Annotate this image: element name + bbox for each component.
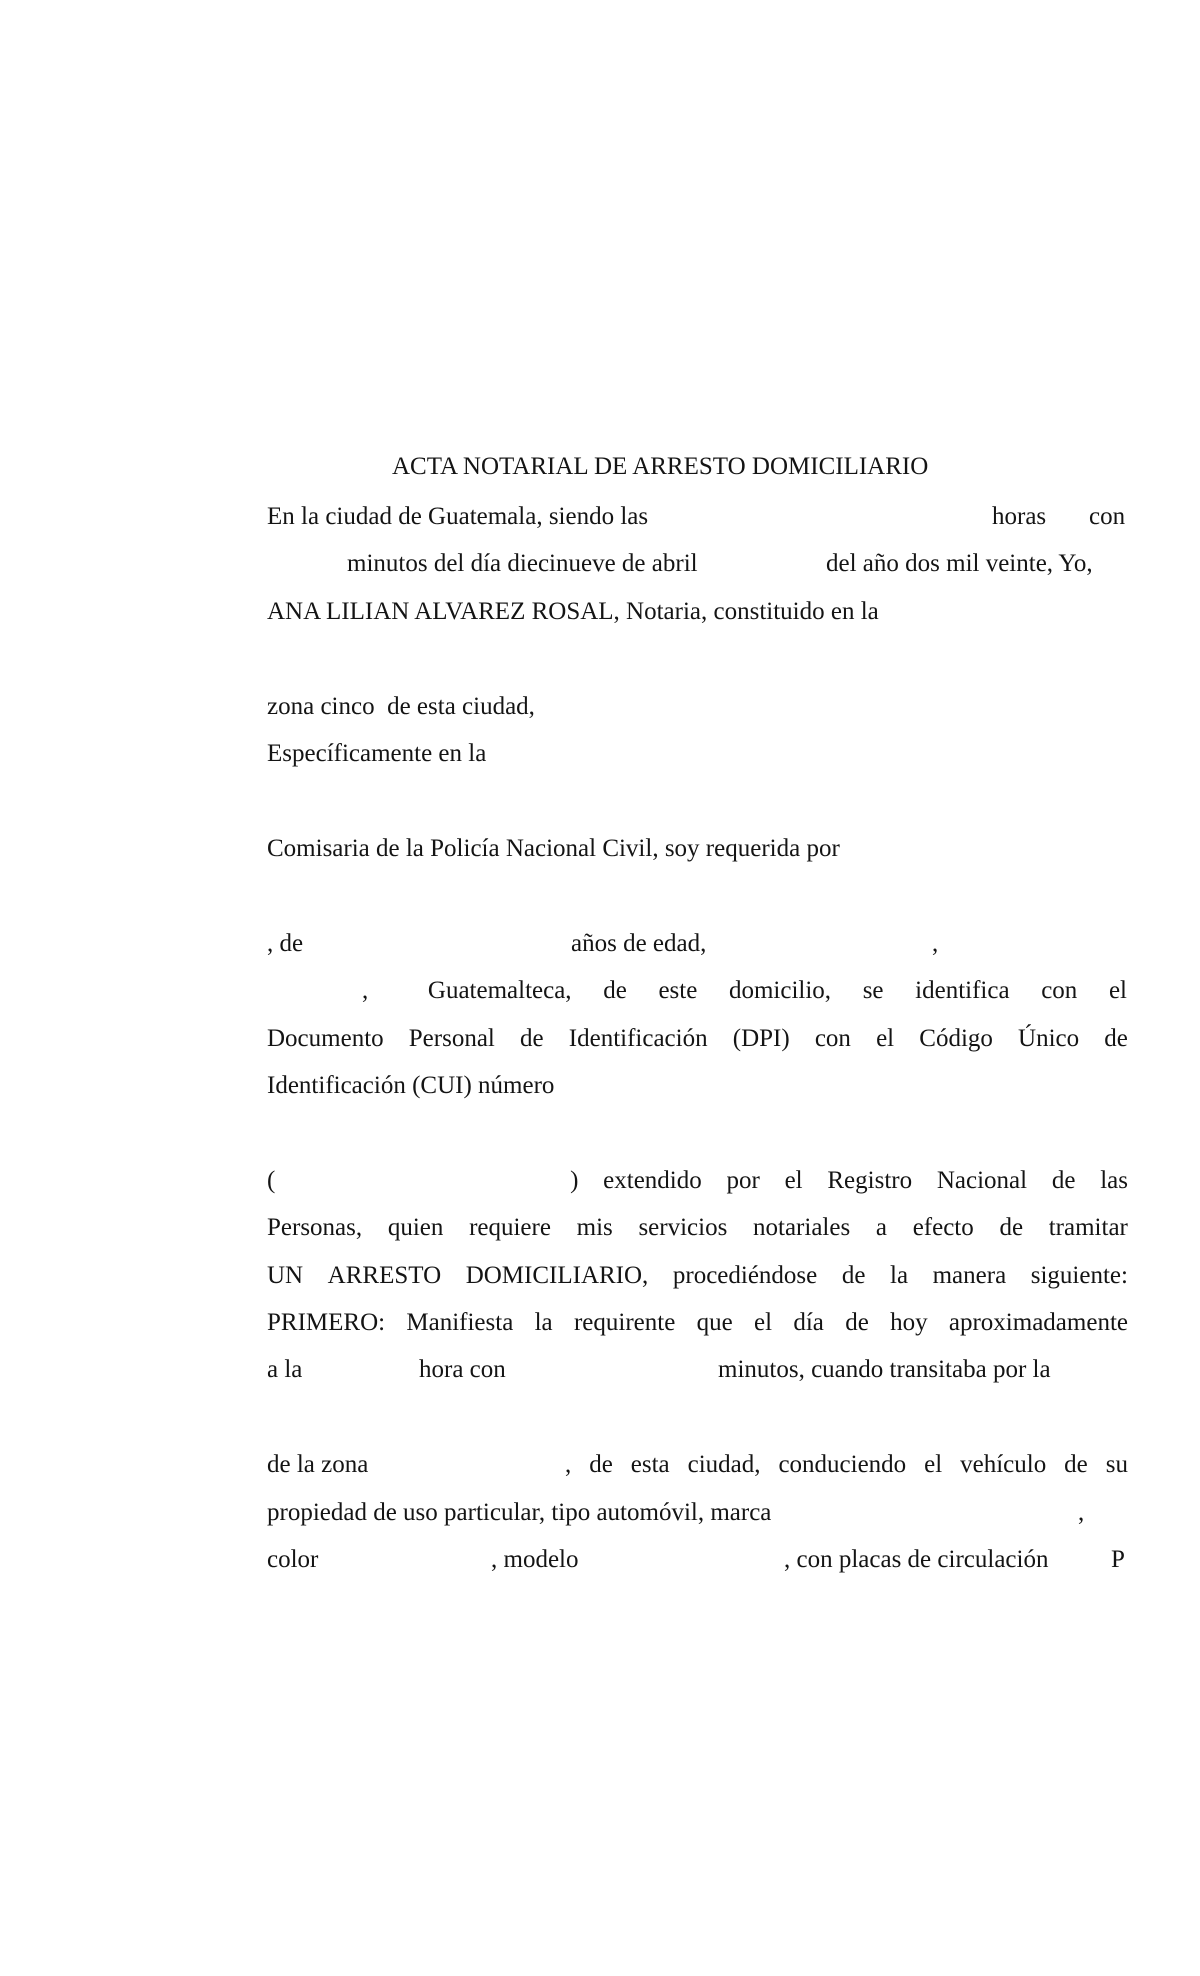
word: Código bbox=[919, 1025, 993, 1052]
line-16a: de la zona bbox=[267, 1451, 369, 1478]
line-4: zona cinco de esta ciudad, bbox=[267, 693, 535, 720]
word: de bbox=[589, 1451, 613, 1478]
word: hoy bbox=[890, 1309, 928, 1336]
word: el bbox=[784, 1167, 803, 1194]
word: tramitar bbox=[1048, 1214, 1128, 1241]
word: efecto bbox=[912, 1214, 974, 1241]
word: procediéndose bbox=[672, 1262, 818, 1289]
line-2b: del año dos mil veinte, Yo, bbox=[826, 550, 1093, 577]
word: de bbox=[999, 1214, 1024, 1241]
word: requiere bbox=[469, 1214, 551, 1241]
word: identifica bbox=[915, 977, 1010, 1004]
word: , bbox=[565, 1451, 572, 1478]
word: ciudad, bbox=[687, 1451, 761, 1478]
word: Registro bbox=[827, 1167, 913, 1194]
word: de bbox=[841, 1262, 866, 1289]
line-18c: , con placas de circulación bbox=[784, 1546, 1049, 1573]
line-14 bbox=[267, 1308, 1128, 1338]
word: Nacional bbox=[936, 1167, 1028, 1194]
line-3: ANA LILIAN ALVAREZ ROSAL, Notaria, constituido en la bbox=[267, 598, 879, 625]
word: su bbox=[1105, 1451, 1128, 1478]
word: el bbox=[876, 1025, 895, 1052]
word: la bbox=[534, 1309, 553, 1336]
word: de bbox=[520, 1025, 544, 1052]
line-2a: minutos del día diecinueve de abril bbox=[347, 550, 698, 577]
word: Manifiesta bbox=[406, 1309, 514, 1336]
word: siguiente: bbox=[1030, 1262, 1128, 1289]
word: extendido bbox=[603, 1167, 702, 1194]
word: Guatemalteca, bbox=[427, 977, 572, 1004]
word: de bbox=[1064, 1451, 1088, 1478]
line-7b: años de edad, bbox=[571, 930, 707, 957]
word: con bbox=[1041, 977, 1078, 1004]
word: de bbox=[1104, 1025, 1128, 1052]
word: Personal bbox=[408, 1025, 495, 1052]
line-8 bbox=[362, 976, 1127, 1006]
line-5: Específicamente en la bbox=[267, 740, 487, 767]
line-9 bbox=[267, 1024, 1128, 1054]
word: de bbox=[603, 977, 627, 1004]
word: notariales bbox=[753, 1214, 851, 1241]
line-12 bbox=[267, 1213, 1128, 1243]
word: domicilio, bbox=[728, 977, 832, 1004]
word: conduciendo bbox=[778, 1451, 907, 1478]
word: Personas, bbox=[267, 1214, 363, 1241]
word: (DPI) bbox=[732, 1025, 790, 1052]
line-17a: propiedad de uso particular, tipo automóvil, marca bbox=[267, 1499, 772, 1526]
line-10: Identificación (CUI) número bbox=[267, 1072, 555, 1099]
word: manera bbox=[932, 1262, 1007, 1289]
line-18d: P bbox=[1111, 1546, 1125, 1573]
word: de bbox=[845, 1309, 869, 1336]
line-18a: color bbox=[267, 1546, 319, 1573]
line-1b: horas bbox=[992, 503, 1047, 530]
line-16b bbox=[565, 1450, 1128, 1480]
word: se bbox=[862, 977, 884, 1004]
line-1c: con bbox=[1089, 503, 1126, 530]
word: el bbox=[1108, 977, 1127, 1004]
word: el bbox=[924, 1451, 943, 1478]
line-15b: hora con bbox=[419, 1356, 506, 1383]
line-13 bbox=[267, 1261, 1128, 1291]
word: DOMICILIARIO, bbox=[465, 1262, 649, 1289]
word: aproximadamente bbox=[948, 1309, 1128, 1336]
word: ARRESTO bbox=[327, 1262, 442, 1289]
word: con bbox=[814, 1025, 851, 1052]
line-18b: , modelo bbox=[491, 1546, 579, 1573]
word: que bbox=[696, 1309, 733, 1336]
word: requirente bbox=[573, 1309, 676, 1336]
word: a bbox=[875, 1214, 887, 1241]
word: Documento bbox=[267, 1025, 384, 1052]
line-7a: , de bbox=[267, 930, 304, 957]
line-17b: , bbox=[1078, 1499, 1085, 1526]
word: vehículo bbox=[960, 1451, 1047, 1478]
word: mis bbox=[576, 1214, 613, 1241]
word: PRIMERO: bbox=[267, 1309, 386, 1336]
word: por bbox=[726, 1167, 760, 1194]
word: ( bbox=[267, 1167, 276, 1194]
word: las bbox=[1100, 1167, 1128, 1194]
word: UN bbox=[267, 1262, 304, 1289]
word: de bbox=[1051, 1167, 1076, 1194]
word: Único bbox=[1018, 1025, 1080, 1052]
line-15c: minutos, cuando transitaba por la bbox=[718, 1356, 1051, 1383]
word: , bbox=[362, 977, 369, 1004]
line-15a: a la bbox=[267, 1356, 303, 1383]
line-7c: , bbox=[932, 930, 939, 957]
word: el bbox=[754, 1309, 773, 1336]
word: servicios bbox=[638, 1214, 728, 1241]
line-1a: En la ciudad de Guatemala, siendo las bbox=[267, 503, 649, 530]
word: ) bbox=[570, 1167, 579, 1194]
word: Identificación bbox=[568, 1025, 708, 1052]
document-title: ACTA NOTARIAL DE ARRESTO DOMICILIARIO bbox=[392, 453, 929, 480]
word: quien bbox=[387, 1214, 444, 1241]
word: este bbox=[658, 977, 698, 1004]
word: esta bbox=[630, 1451, 670, 1478]
word: día bbox=[793, 1309, 824, 1336]
line-6: Comisaria de la Policía Nacional Civil, soy requerida por bbox=[267, 835, 840, 862]
line-11 bbox=[267, 1166, 1128, 1196]
word: la bbox=[890, 1262, 909, 1289]
